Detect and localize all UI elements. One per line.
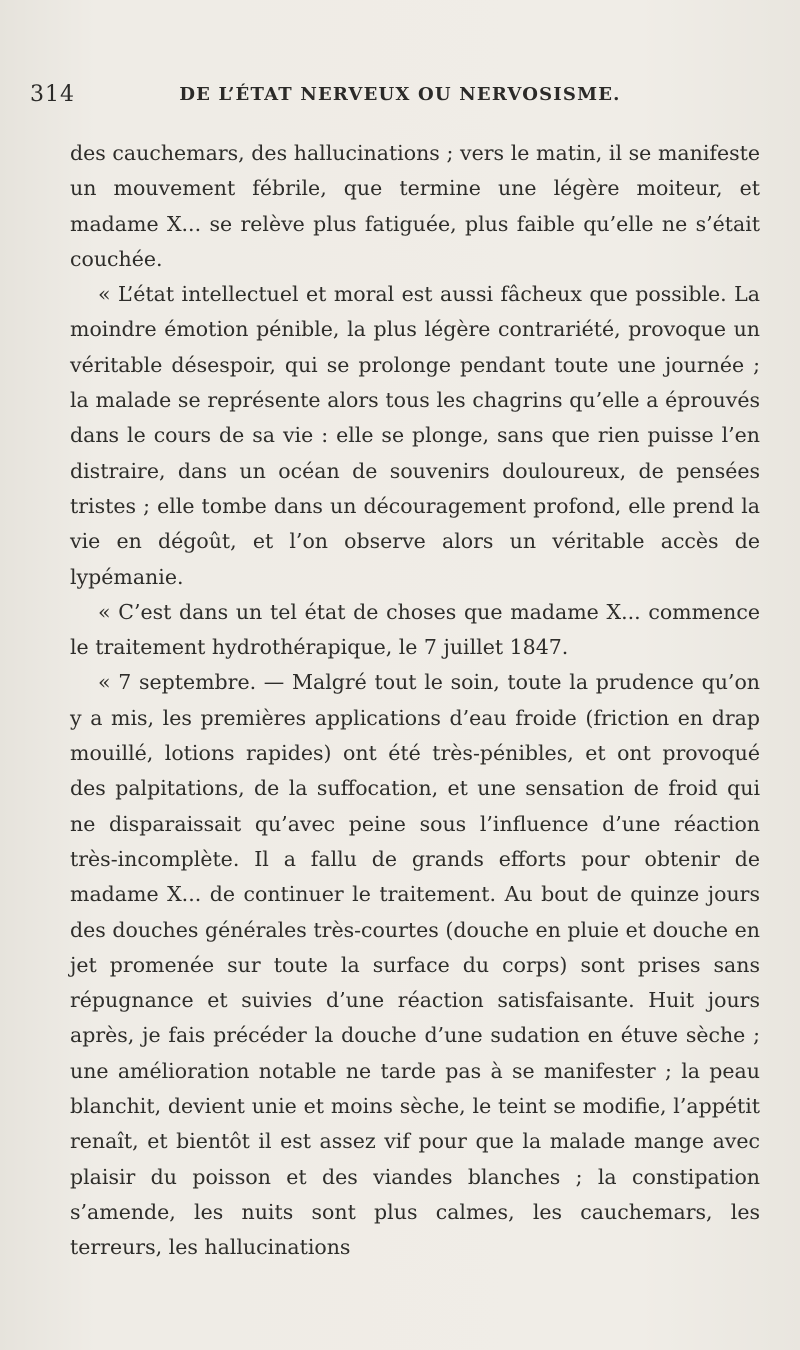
- paragraph-2: « L’état intellectuel et moral est aussi fâcheux que possible. La moindre émotion pénible, la plus légère contrariété, provoque un véritable désespoir, qui se prolonge pendant toute une journée ; la malade se représente alors tous les chagrins qu’elle a éprouvés dans le cours de sa vie : elle se plonge, sans que rien puisse l’en distraire, dans un océan de souvenirs douloureux, de pensées tristes ; elle tombe dans un découragement profond, elle prend la vie en dégoût, et l’on observe alors un véritable accès de lypémanie.: [70, 282, 760, 589]
- page-header: [30, 82, 770, 122]
- paragraph-3: « C’est dans un tel état de choses que madame X... commence le traitement hydrothérapique, le 7 juillet 1847.: [70, 599, 760, 660]
- paragraph-1: des cauchemars, des hallucinations ; vers le matin, il se manifeste un mouvement fébrile, que termine une légère moiteur, et madame X... se relève plus fatiguée, plus faible qu’elle ne s’était couchée.: [70, 141, 760, 271]
- page-number: 314: [30, 82, 75, 107]
- running-title: DE L’ÉTAT NERVEUX OU NERVOSISME.: [179, 84, 621, 105]
- paragraph-4: « 7 septembre. — Malgré tout le soin, toute la prudence qu’on y a mis, les premières applications d’eau froide (friction en drap mouillé, lotions rapides) ont été très-pénibles, et ont provoqué des palpitations, de la suffocation, et une sensation de froid qui ne disparaissait qu’avec peine sous l’influence d’une réaction très-incomplète. Il a fallu de grands efforts pour obtenir de madame X... de continuer le traitement. Au bout de quinze jours des douches générales très-courtes (douche en pluie et douche en jet promenée sur toute la surface du corps) sont prises sans répugnance et suivies d’une réaction satisfaisante. Huit jours après, je fais précéder la douche d’une sudation en étuve sèche ; une amélioration notable ne tarde pas à se manifester ; la peau blanchit, devient unie et moins sèche, le teint se modifie, l’appétit renaît, et bientôt il est assez vif pour que la malade mange avec plaisir du poisson et des viandes blanches ; la constipation s’amende, les nuits sont plus calmes, les cauchemars, les terreurs, les hallucinations: [70, 670, 760, 1260]
- body-text: [70, 136, 760, 1266]
